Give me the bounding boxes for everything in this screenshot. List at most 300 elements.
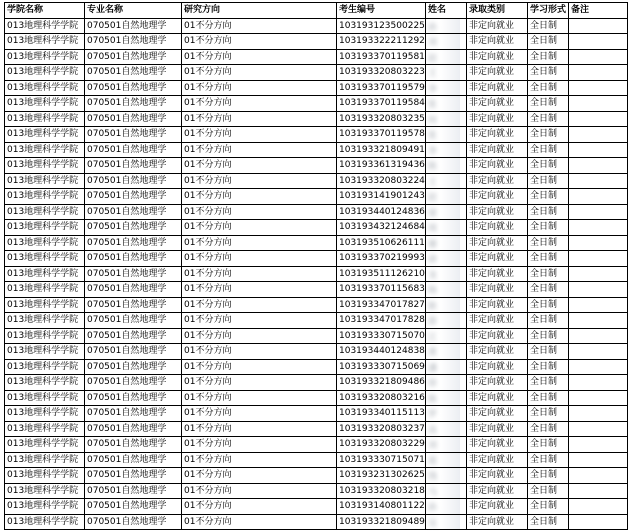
cell-study-mode: 全日制 — [528, 297, 569, 313]
cell-major: 070501自然地理学 — [85, 80, 182, 96]
table-row — [5, 452, 628, 468]
redaction-haze — [440, 81, 460, 96]
cell-note — [569, 173, 628, 189]
cell-school: 013地理科学学院 — [5, 251, 85, 267]
table-row — [5, 468, 628, 484]
cell-major: 070501自然地理学 — [85, 111, 182, 127]
cell-name — [426, 235, 467, 251]
blurred-name-text: 黄 — [428, 346, 437, 361]
cell-study-mode: 全日制 — [528, 375, 569, 391]
table-row — [5, 127, 628, 143]
cell-admission-type: 非定向就业 — [467, 483, 528, 499]
cell-note — [569, 468, 628, 484]
redaction-haze — [440, 329, 460, 344]
cell-note — [569, 375, 628, 391]
redaction-haze — [440, 298, 460, 313]
cell-name — [426, 220, 467, 236]
blurred-name-text: 游 — [428, 315, 437, 330]
cell-name — [426, 266, 467, 282]
cell-admission-type: 非定向就业 — [467, 65, 528, 81]
cell-note — [569, 344, 628, 360]
cell-name — [426, 328, 467, 344]
table-row — [5, 328, 628, 344]
cell-exam-id: 103193511126210 — [337, 266, 426, 282]
cell-study-mode: 全日制 — [528, 421, 569, 437]
cell-admission-type: 非定向就业 — [467, 173, 528, 189]
cell-major: 070501自然地理学 — [85, 483, 182, 499]
redaction-haze — [440, 406, 460, 421]
header-admission-type: 录取类别 — [467, 3, 528, 19]
cell-name — [426, 173, 467, 189]
cell-admission-type: 非定向就业 — [467, 282, 528, 298]
cell-study-mode: 全日制 — [528, 328, 569, 344]
cell-note — [569, 483, 628, 499]
cell-admission-type: 非定向就业 — [467, 220, 528, 236]
cell-major: 070501自然地理学 — [85, 235, 182, 251]
table-row — [5, 359, 628, 375]
header-school: 学院名称 — [5, 3, 85, 19]
cell-direction: 01不分方向 — [182, 142, 337, 158]
cell-name — [426, 65, 467, 81]
blurred-name-text: 吴 — [428, 517, 437, 531]
cell-school: 013地理科学学院 — [5, 468, 85, 484]
blurred-name-text: 陈 — [428, 393, 437, 408]
cell-school: 013地理科学学院 — [5, 127, 85, 143]
cell-major: 070501自然地理学 — [85, 468, 182, 484]
cell-note — [569, 18, 628, 34]
cell-admission-type: 非定向就业 — [467, 142, 528, 158]
table-row — [5, 406, 628, 422]
cell-school: 013地理科学学院 — [5, 390, 85, 406]
cell-direction: 01不分方向 — [182, 297, 337, 313]
cell-school: 013地理科学学院 — [5, 313, 85, 329]
cell-exam-id: 103193141901243 — [337, 189, 426, 205]
cell-direction: 01不分方向 — [182, 406, 337, 422]
cell-admission-type: 非定向就业 — [467, 421, 528, 437]
redaction-haze — [440, 468, 460, 483]
cell-direction: 01不分方向 — [182, 514, 337, 530]
table-row — [5, 204, 628, 220]
redaction-haze — [440, 360, 460, 375]
redaction-haze — [440, 422, 460, 437]
cell-name — [426, 142, 467, 158]
table-row — [5, 80, 628, 96]
cell-admission-type: 非定向就业 — [467, 204, 528, 220]
cell-admission-type: 非定向就业 — [467, 514, 528, 530]
cell-study-mode: 全日制 — [528, 49, 569, 65]
cell-exam-id: 103193123500225 — [337, 18, 426, 34]
redaction-haze — [440, 437, 460, 452]
cell-study-mode: 全日制 — [528, 437, 569, 453]
cell-exam-id: 103193320803235 — [337, 111, 426, 127]
cell-exam-id: 103193320803229 — [337, 437, 426, 453]
cell-school: 013地理科学学院 — [5, 406, 85, 422]
cell-note — [569, 111, 628, 127]
cell-exam-id: 103193440124838 — [337, 344, 426, 360]
header-row — [5, 3, 628, 19]
cell-note — [569, 189, 628, 205]
cell-study-mode: 全日制 — [528, 204, 569, 220]
cell-major: 070501自然地理学 — [85, 18, 182, 34]
redaction-haze — [440, 313, 460, 328]
blurred-name-text: 王 — [428, 176, 437, 191]
cell-major: 070501自然地理学 — [85, 127, 182, 143]
cell-admission-type: 非定向就业 — [467, 189, 528, 205]
table-row — [5, 313, 628, 329]
cell-note — [569, 220, 628, 236]
cell-study-mode: 全日制 — [528, 266, 569, 282]
cell-admission-type: 非定向就业 — [467, 127, 528, 143]
cell-exam-id: 103193340115113 — [337, 406, 426, 422]
blurred-name-text: 李 — [428, 83, 437, 98]
cell-exam-id: 103193321809489 — [337, 514, 426, 530]
cell-direction: 01不分方向 — [182, 375, 337, 391]
redaction-haze — [440, 65, 460, 80]
cell-exam-id: 103193347017828 — [337, 313, 426, 329]
blurred-name-text: 刘 — [428, 36, 437, 51]
redaction-haze — [440, 143, 460, 158]
cell-school: 013地理科学学院 — [5, 204, 85, 220]
cell-school: 013地理科学学院 — [5, 173, 85, 189]
cell-school: 013地理科学学院 — [5, 18, 85, 34]
cell-exam-id: 103193361319436 — [337, 158, 426, 174]
cell-note — [569, 158, 628, 174]
cell-admission-type: 非定向就业 — [467, 158, 528, 174]
table-row — [5, 483, 628, 499]
cell-major: 070501自然地理学 — [85, 266, 182, 282]
blurred-name-text: 赵 — [428, 52, 437, 67]
cell-school: 013地理科学学院 — [5, 421, 85, 437]
table-body — [5, 18, 628, 530]
cell-admission-type: 非定向就业 — [467, 18, 528, 34]
cell-name — [426, 483, 467, 499]
cell-direction: 01不分方向 — [182, 313, 337, 329]
table-row — [5, 96, 628, 112]
cell-name — [426, 127, 467, 143]
cell-name — [426, 189, 467, 205]
blurred-name-text: 潘 — [428, 362, 437, 377]
table-row — [5, 297, 628, 313]
cell-school: 013地理科学学院 — [5, 514, 85, 530]
cell-exam-id: 103193321809491 — [337, 142, 426, 158]
cell-note — [569, 127, 628, 143]
cell-school: 013地理科学学院 — [5, 344, 85, 360]
redaction-haze — [440, 282, 460, 297]
cell-note — [569, 437, 628, 453]
cell-study-mode: 全日制 — [528, 111, 569, 127]
cell-name — [426, 34, 467, 50]
cell-school: 013地理科学学院 — [5, 297, 85, 313]
redaction-haze — [440, 34, 460, 49]
cell-study-mode: 全日制 — [528, 282, 569, 298]
cell-study-mode: 全日制 — [528, 34, 569, 50]
cell-exam-id: 103193322211292 — [337, 34, 426, 50]
cell-name — [426, 204, 467, 220]
cell-exam-id: 103193370119579 — [337, 80, 426, 96]
table-row — [5, 65, 628, 81]
cell-name — [426, 111, 467, 127]
table-row — [5, 514, 628, 530]
table-row — [5, 390, 628, 406]
cell-note — [569, 452, 628, 468]
cell-study-mode: 全日制 — [528, 142, 569, 158]
table-row — [5, 18, 628, 34]
cell-school: 013地理科学学院 — [5, 375, 85, 391]
cell-name — [426, 514, 467, 530]
cell-exam-id: 103193440124836 — [337, 204, 426, 220]
cell-note — [569, 514, 628, 530]
cell-note — [569, 80, 628, 96]
cell-direction: 01不分方向 — [182, 437, 337, 453]
cell-major: 070501自然地理学 — [85, 282, 182, 298]
cell-school: 013地理科学学院 — [5, 452, 85, 468]
cell-school: 013地理科学学院 — [5, 266, 85, 282]
cell-major: 070501自然地理学 — [85, 158, 182, 174]
cell-exam-id: 103193320803237 — [337, 421, 426, 437]
redaction-haze — [440, 453, 460, 468]
cell-name — [426, 359, 467, 375]
blurred-name-text: 李 — [428, 145, 437, 160]
cell-admission-type: 非定向就业 — [467, 49, 528, 65]
cell-admission-type: 非定向就业 — [467, 375, 528, 391]
cell-exam-id: 103193330715071 — [337, 452, 426, 468]
cell-study-mode: 全日制 — [528, 499, 569, 515]
cell-admission-type: 非定向就业 — [467, 359, 528, 375]
cell-study-mode: 全日制 — [528, 235, 569, 251]
redaction-haze — [440, 267, 460, 282]
cell-school: 013地理科学学院 — [5, 96, 85, 112]
blurred-name-text: 孙 — [428, 501, 437, 516]
blurred-name-text: 罗 — [428, 408, 437, 423]
redaction-haze — [440, 251, 460, 266]
redaction-haze — [440, 375, 460, 390]
cell-major: 070501自然地理学 — [85, 328, 182, 344]
cell-exam-id: 103193370119584 — [337, 96, 426, 112]
redaction-haze — [440, 236, 460, 251]
cell-study-mode: 全日制 — [528, 96, 569, 112]
blurred-name-text: 徐 — [428, 377, 437, 392]
cell-major: 070501自然地理学 — [85, 49, 182, 65]
cell-note — [569, 282, 628, 298]
cell-note — [569, 421, 628, 437]
cell-name — [426, 251, 467, 267]
cell-school: 013地理科学学院 — [5, 220, 85, 236]
cell-note — [569, 204, 628, 220]
cell-direction: 01不分方向 — [182, 499, 337, 515]
cell-study-mode: 全日制 — [528, 18, 569, 34]
table-row — [5, 220, 628, 236]
cell-name — [426, 313, 467, 329]
cell-school: 013地理科学学院 — [5, 142, 85, 158]
cell-note — [569, 235, 628, 251]
cell-major: 070501自然地理学 — [85, 452, 182, 468]
cell-direction: 01不分方向 — [182, 344, 337, 360]
cell-direction: 01不分方向 — [182, 468, 337, 484]
cell-admission-type: 非定向就业 — [467, 297, 528, 313]
cell-direction: 01不分方向 — [182, 251, 337, 267]
cell-study-mode: 全日制 — [528, 65, 569, 81]
cell-admission-type: 非定向就业 — [467, 344, 528, 360]
table-row — [5, 189, 628, 205]
cell-direction: 01不分方向 — [182, 96, 337, 112]
redaction-haze — [440, 391, 460, 406]
blurred-name-text: 钱 — [428, 470, 437, 485]
cell-exam-id: 103193370115683 — [337, 282, 426, 298]
cell-admission-type: 非定向就业 — [467, 468, 528, 484]
redaction-haze — [440, 174, 460, 189]
cell-admission-type: 非定向就业 — [467, 251, 528, 267]
cell-direction: 01不分方向 — [182, 483, 337, 499]
cell-name — [426, 18, 467, 34]
cell-school: 013地理科学学院 — [5, 437, 85, 453]
table-row — [5, 34, 628, 50]
cell-note — [569, 251, 628, 267]
cell-major: 070501自然地理学 — [85, 421, 182, 437]
cell-admission-type: 非定向就业 — [467, 452, 528, 468]
cell-name — [426, 49, 467, 65]
cell-direction: 01不分方向 — [182, 390, 337, 406]
blurred-name-text: 马 — [428, 486, 437, 501]
cell-name — [426, 80, 467, 96]
blurred-name-text: 孙 — [428, 21, 437, 36]
cell-name — [426, 452, 467, 468]
cell-school: 013地理科学学院 — [5, 111, 85, 127]
cell-admission-type: 非定向就业 — [467, 390, 528, 406]
cell-study-mode: 全日制 — [528, 390, 569, 406]
blurred-name-text: 俞 — [428, 253, 437, 268]
cell-note — [569, 499, 628, 515]
cell-exam-id: 103193347017827 — [337, 297, 426, 313]
table-row — [5, 235, 628, 251]
cell-study-mode: 全日制 — [528, 127, 569, 143]
cell-school: 013地理科学学院 — [5, 80, 85, 96]
cell-exam-id: 103193321809486 — [337, 375, 426, 391]
blurred-name-text: 刘 — [428, 439, 437, 454]
blurred-name-text: 梁 — [428, 207, 437, 222]
cell-exam-id: 103193320803218 — [337, 483, 426, 499]
redaction-haze — [440, 344, 460, 359]
cell-direction: 01不分方向 — [182, 421, 337, 437]
cell-study-mode: 全日制 — [528, 406, 569, 422]
cell-exam-id: 103193432124684 — [337, 220, 426, 236]
cell-note — [569, 49, 628, 65]
cell-name — [426, 499, 467, 515]
admission-table — [4, 2, 628, 530]
cell-major: 070501自然地理学 — [85, 297, 182, 313]
blurred-name-text: 王 — [428, 67, 437, 82]
cell-study-mode: 全日制 — [528, 452, 569, 468]
cell-direction: 01不分方向 — [182, 266, 337, 282]
cell-school: 013地理科学学院 — [5, 499, 85, 515]
cell-exam-id: 103193330715070 — [337, 328, 426, 344]
cell-study-mode: 全日制 — [528, 514, 569, 530]
cell-exam-id: 103193370119578 — [337, 127, 426, 143]
table-row — [5, 421, 628, 437]
header-study-mode: 学习形式 — [528, 3, 569, 19]
cell-major: 070501自然地理学 — [85, 96, 182, 112]
cell-exam-id: 103193320803216 — [337, 390, 426, 406]
cell-study-mode: 全日制 — [528, 80, 569, 96]
cell-direction: 01不分方向 — [182, 204, 337, 220]
blurred-name-text: 张 — [428, 98, 437, 113]
redaction-haze — [440, 515, 460, 530]
cell-school: 013地理科学学院 — [5, 235, 85, 251]
blurred-name-text: 谢 — [428, 238, 437, 253]
redaction-haze — [440, 220, 460, 235]
cell-direction: 01不分方向 — [182, 452, 337, 468]
cell-name — [426, 344, 467, 360]
cell-major: 070501自然地理学 — [85, 406, 182, 422]
table-row — [5, 142, 628, 158]
cell-school: 013地理科学学院 — [5, 158, 85, 174]
cell-major: 070501自然地理学 — [85, 359, 182, 375]
blurred-name-text: 周 — [428, 222, 437, 237]
cell-note — [569, 406, 628, 422]
cell-school: 013地理科学学院 — [5, 65, 85, 81]
cell-major: 070501自然地理学 — [85, 390, 182, 406]
cell-study-mode: 全日制 — [528, 220, 569, 236]
cell-major: 070501自然地理学 — [85, 142, 182, 158]
cell-direction: 01不分方向 — [182, 80, 337, 96]
redaction-haze — [440, 127, 460, 142]
cell-name — [426, 437, 467, 453]
cell-note — [569, 266, 628, 282]
table-row — [5, 375, 628, 391]
cell-study-mode: 全日制 — [528, 158, 569, 174]
cell-admission-type: 非定向就业 — [467, 96, 528, 112]
blurred-name-text: 何 — [428, 114, 437, 129]
cell-exam-id: 103193510626111 — [337, 235, 426, 251]
cell-direction: 01不分方向 — [182, 158, 337, 174]
cell-admission-type: 非定向就业 — [467, 406, 528, 422]
redaction-haze — [440, 189, 460, 204]
redaction-haze — [440, 19, 460, 34]
cell-major: 070501自然地理学 — [85, 251, 182, 267]
cell-direction: 01不分方向 — [182, 127, 337, 143]
cell-school: 013地理科学学院 — [5, 189, 85, 205]
cell-direction: 01不分方向 — [182, 220, 337, 236]
table-row — [5, 49, 628, 65]
redaction-haze — [440, 112, 460, 127]
cell-study-mode: 全日制 — [528, 313, 569, 329]
cell-exam-id: 103193140801122 — [337, 499, 426, 515]
cell-major: 070501自然地理学 — [85, 437, 182, 453]
cell-note — [569, 313, 628, 329]
cell-major: 070501自然地理学 — [85, 220, 182, 236]
cell-exam-id: 103193370219993 — [337, 251, 426, 267]
table-row — [5, 344, 628, 360]
table-row — [5, 111, 628, 127]
cell-major: 070501自然地理学 — [85, 189, 182, 205]
cell-study-mode: 全日制 — [528, 189, 569, 205]
cell-major: 070501自然地理学 — [85, 173, 182, 189]
cell-name — [426, 282, 467, 298]
redaction-haze — [440, 205, 460, 220]
cell-direction: 01不分方向 — [182, 189, 337, 205]
cell-direction: 01不分方向 — [182, 328, 337, 344]
cell-name — [426, 421, 467, 437]
table-row — [5, 266, 628, 282]
cell-major: 070501自然地理学 — [85, 344, 182, 360]
cell-name — [426, 406, 467, 422]
redaction-haze — [440, 499, 460, 514]
cell-major: 070501自然地理学 — [85, 34, 182, 50]
cell-note — [569, 34, 628, 50]
cell-note — [569, 328, 628, 344]
header-name: 姓名 — [426, 3, 467, 19]
cell-note — [569, 142, 628, 158]
cell-admission-type: 非定向就业 — [467, 499, 528, 515]
